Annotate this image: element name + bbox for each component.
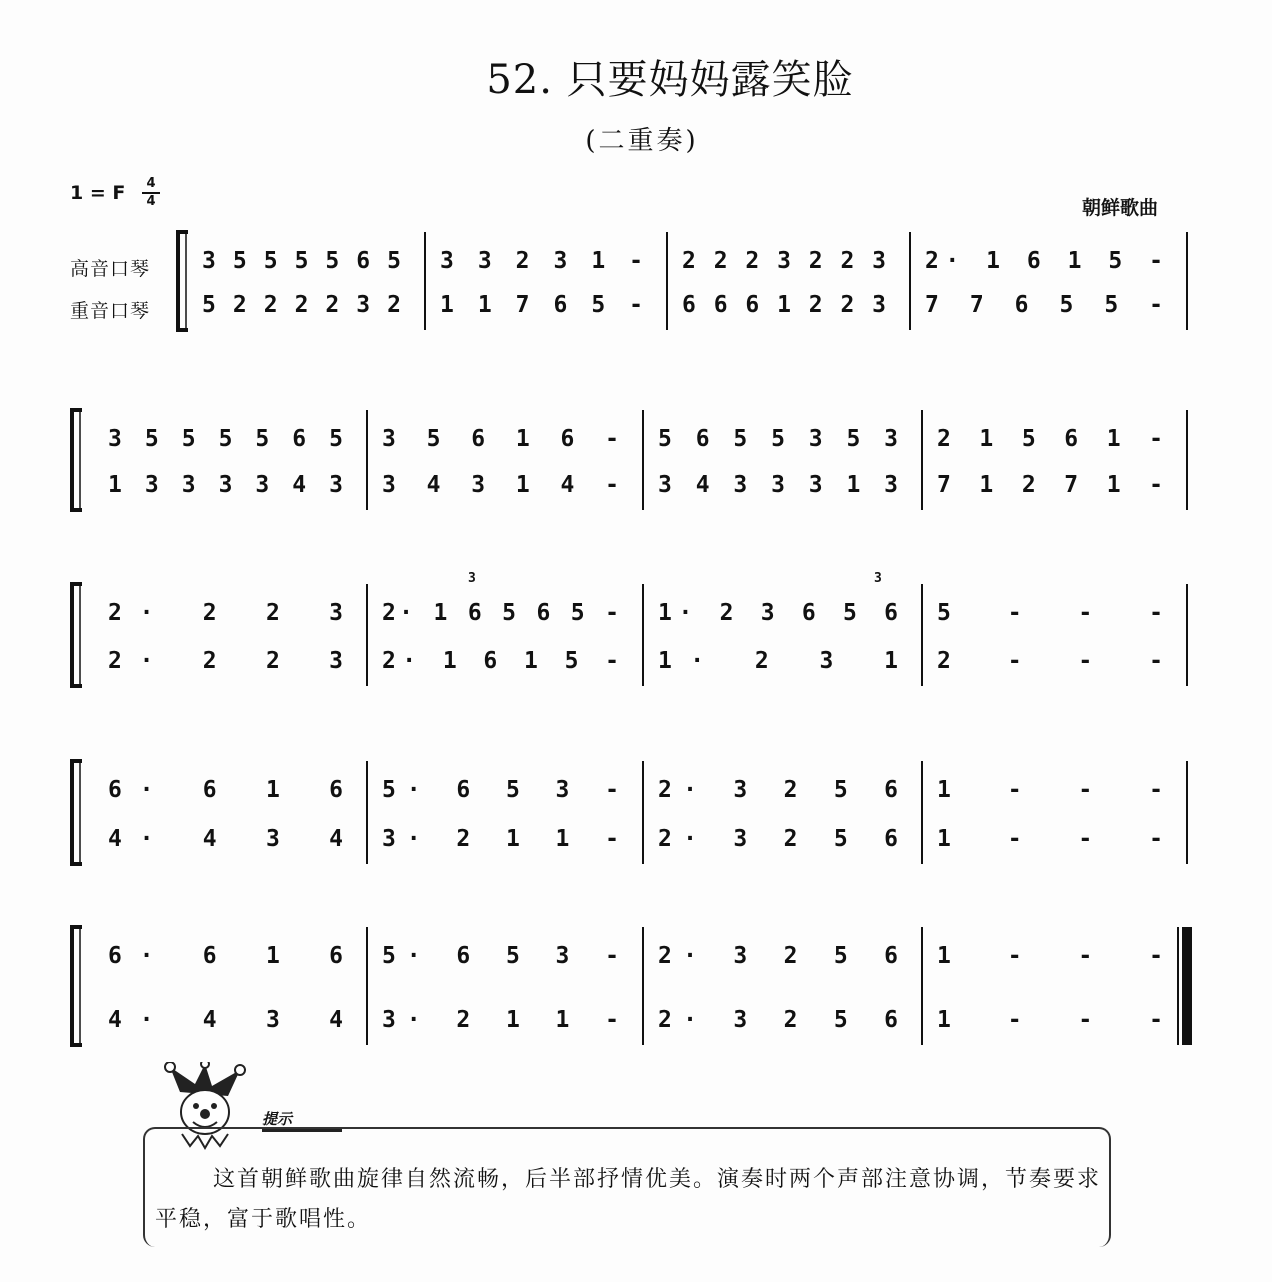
bar-notes-upper: 2· 2 2 3 [108,600,343,626]
bar-notes-upper: 1· 2 3 6 5 6 [658,600,898,626]
time-signature-bottom: 4 [142,192,160,210]
page-title: 52. 只要妈妈露笑脸 [486,57,854,103]
bar-notes-upper: 2· 3 2 5 6 [658,777,898,803]
bar-notes-lower: 1· 2 3 1 [658,648,898,674]
bar-notes-upper: 1 - - - [937,777,1163,803]
bar-notes-lower: 3 4 3 3 3 1 3 [658,472,898,498]
bar-notes-upper: 5· 6 5 3 - [382,943,619,969]
bar-notes-lower: 2· 1 6 1 5 - [382,648,619,674]
bar-notes-upper: 2· 3 2 5 6 [658,943,898,969]
page-subtitle: (二重奏) [585,126,699,156]
bar-notes-lower: 2· 3 2 5 6 [658,826,898,852]
bar-notes-lower: 7 7 6 5 5 - [925,292,1163,318]
bar-notes-upper: 2· 1 6 5 6 5 - [382,600,619,626]
bar-notes-upper: 2 1 5 6 1 - [937,426,1163,452]
bar-notes-lower: 4· 4 3 4 [108,826,343,852]
bar-notes-lower: 3 4 3 1 4 - [382,472,619,498]
tip-label: 提示 [262,1108,342,1132]
bar-notes-lower: 1 3 3 3 3 4 3 [108,472,343,498]
bar-notes-upper: 2· 1 6 1 5 - [925,248,1163,274]
bar-notes-lower: 7 1 2 7 1 - [937,472,1163,498]
tip-text: 这首朝鲜歌曲旋律自然流畅，后半部抒情优美。演奏时两个声部注意协调，节奏要求平稳，富于歌唱性。 [155,1167,1102,1232]
tuplet-mark: 3 [468,571,476,586]
bar-notes-upper: 5· 6 5 3 - [382,777,619,803]
time-signature-top: 4 [146,176,156,191]
bar-notes-upper: 6· 6 1 6 [108,777,343,803]
bar-notes-lower: 2· 3 2 5 6 [658,1007,898,1033]
composer-credit: 朝鲜歌曲 [1082,197,1159,219]
bar-notes-lower: 1 1 7 6 5 - [440,292,643,318]
bar-notes-upper: 6· 6 1 6 [108,943,343,969]
bar-notes-lower: 2· 2 2 3 [108,648,343,674]
bar-notes-lower: 6 6 6 1 2 2 3 [682,292,886,318]
bar-notes-upper: 2 2 2 3 2 2 3 [682,248,886,274]
bar-notes-upper: 3 3 2 3 1 - [440,248,643,274]
bar-notes-upper: 3 5 5 5 5 6 5 [202,248,401,274]
bar-notes-lower: 2 - - - [937,648,1163,674]
bar-notes-lower: 4· 4 3 4 [108,1007,343,1033]
bar-notes-upper: 5 - - - [937,600,1163,626]
bar-notes-upper: 5 6 5 5 3 5 3 [658,426,898,452]
part-label-lower: 重音口琴 [70,300,151,322]
bar-notes-upper: 1 - - - [937,943,1163,969]
bar-notes-upper: 3 5 5 5 5 6 5 [108,426,343,452]
bar-notes-upper: 3 5 6 1 6 - [382,426,619,452]
bar-notes-lower: 3· 2 1 1 - [382,826,619,852]
bar-notes-lower: 1 - - - [937,1007,1163,1033]
bar-notes-lower: 1 - - - [937,826,1163,852]
bar-notes-lower: 3· 2 1 1 - [382,1007,619,1033]
bar-notes-lower: 5 2 2 2 2 3 2 [202,292,401,318]
part-label-upper: 高音口琴 [70,258,151,280]
tuplet-mark: 3 [874,571,882,586]
key-signature: 1 = F [70,182,126,204]
